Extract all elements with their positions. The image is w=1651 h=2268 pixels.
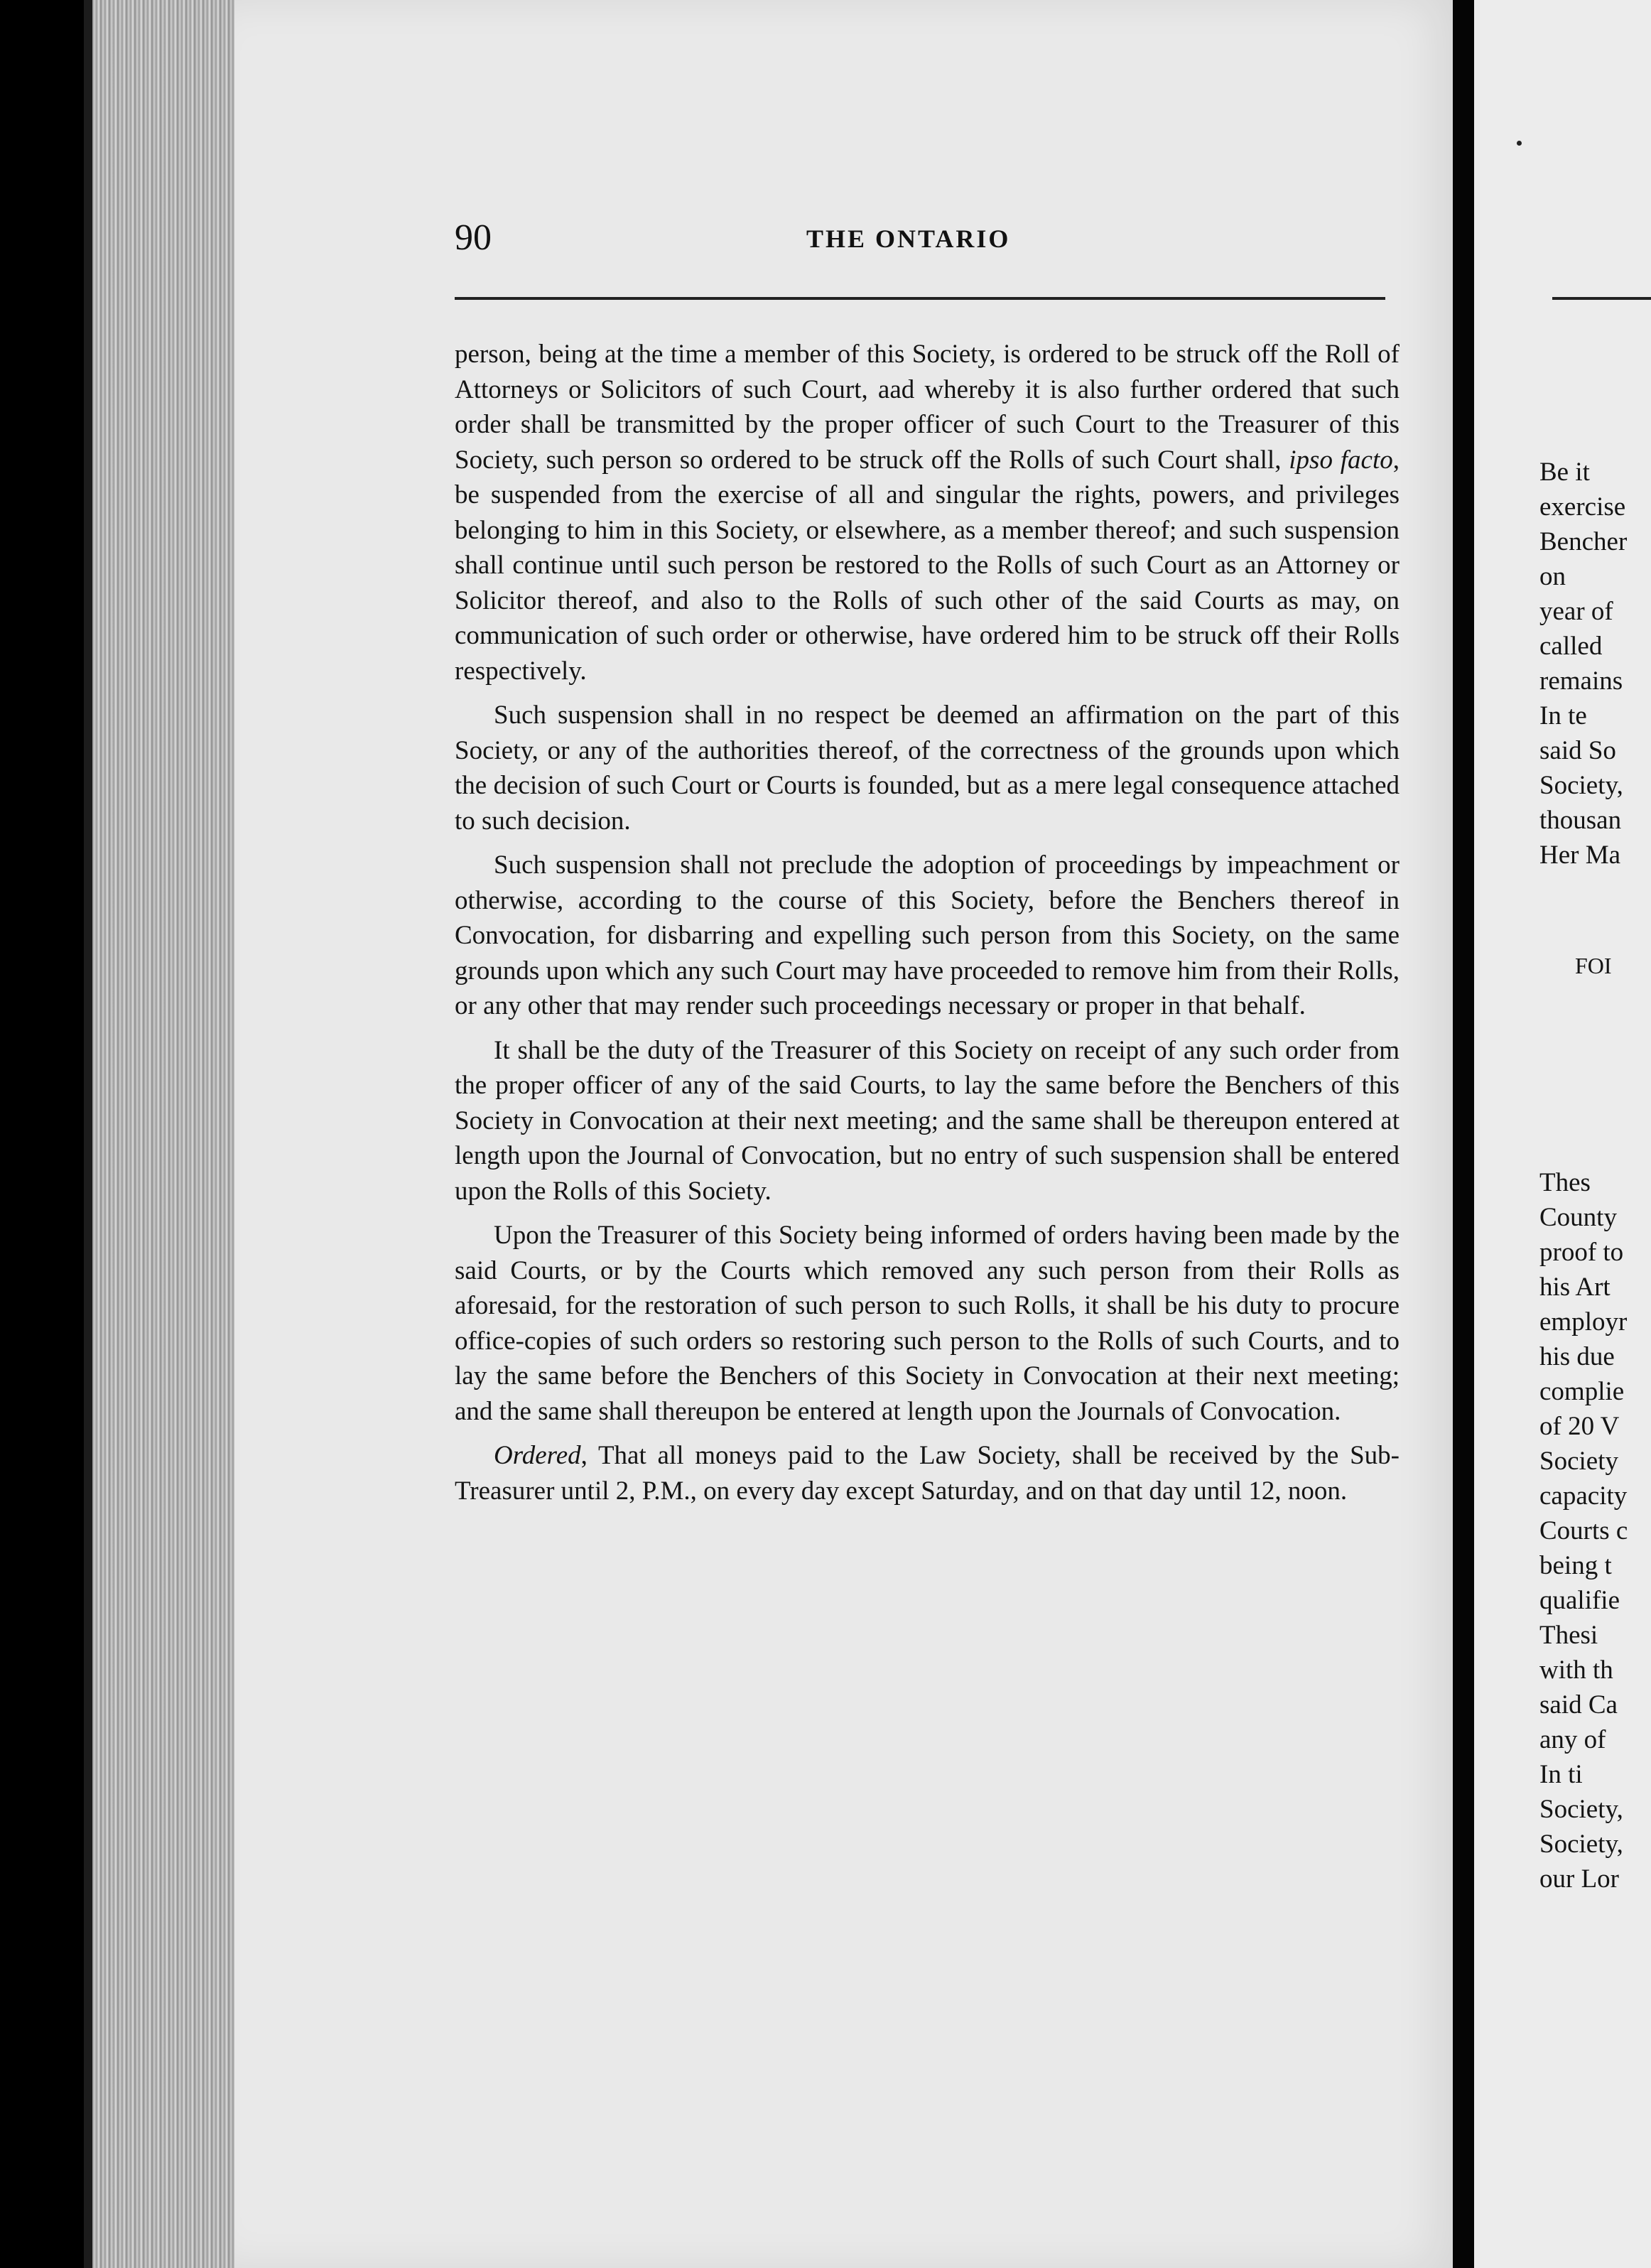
right-line: County xyxy=(1539,1203,1617,1232)
running-title: THE ONTARIO xyxy=(806,225,1011,253)
paragraph-1 xyxy=(455,337,1400,688)
ink-spot xyxy=(1517,141,1522,146)
right-line: any of xyxy=(1539,1725,1606,1754)
right-line: Society, xyxy=(1539,1830,1623,1859)
header-rule xyxy=(455,297,1385,300)
paragraph-5: Upon the Treasurer of this Society being informed of orders having been made by the said Courts, or by the Courts which removed any such person from their Rolls as aforesaid, for the restoration of such person to such Rolls, it shall be his duty to procure office-copies of such orders so restoring such person to the Rolls of such Courts, and to lay the same before the Benchers of this Society in Convocation at their next meeting; and the same shall thereupon be entered at length upon the Journals of Convocation. xyxy=(455,1221,1400,1426)
right-line: Bencher xyxy=(1539,527,1628,556)
paragraph-1-end: , be suspended from the exercise of all and singular the rights, powers, and privileges belonging to him in this Society, or elsewhere, as a member thereof; and such suspension shall continue until such person be restored to the Rolls of such Court as an Attorney or Solicitor thereof, and also to the Rolls of such other of the said Courts as may, on communication of such order or otherwise, have ordered him to be struck off their Rolls respectively. xyxy=(455,445,1400,686)
right-line: capacity xyxy=(1539,1481,1628,1511)
right-line: being t xyxy=(1539,1551,1612,1580)
right-line: proof to xyxy=(1539,1238,1624,1267)
paragraph-6-text: , That all moneys paid to the Law Society, shall be received by the Sub-Treasurer until 2, P.M., on every day except Saturday, and on that day until 12, noon. xyxy=(455,1441,1400,1506)
right-line: Thes xyxy=(1539,1168,1591,1197)
right-line: Her Ma xyxy=(1539,841,1621,870)
page-number: 90 xyxy=(455,217,492,258)
right-line: with th xyxy=(1539,1656,1613,1685)
book-gutter xyxy=(1453,0,1474,2268)
right-line: In ti xyxy=(1539,1760,1583,1789)
right-line: said So xyxy=(1539,736,1616,765)
right-line: Courts c xyxy=(1539,1516,1628,1545)
paragraph-2: Such suspension shall in no respect be deemed an affirmation on the part of this Society, or any of the authorities thereof, of the correctness of the grounds upon which the decision of such Court or Courts is founded, but as a mere legal consequence attached to such decision. xyxy=(455,701,1400,836)
right-page xyxy=(1474,0,1651,2268)
right-line: on xyxy=(1539,562,1566,591)
right-line: In te xyxy=(1539,701,1587,730)
paragraph-1-start: person, being at the time a member of this Society, is ordered to be struck off the Roll of Attorneys or Solicitors of such Court, aad whereby it is also further ordered that such order shall be transmitted by the proper officer of such Court to the Treasurer of this Society, such person so ordered to be struck off the Rolls of such Court shall, xyxy=(455,340,1400,475)
right-line: qualifie xyxy=(1539,1586,1620,1615)
running-head xyxy=(455,217,1392,259)
right-line: called xyxy=(1539,632,1603,661)
body-text xyxy=(455,337,1400,1518)
right-line: Thesi xyxy=(1539,1621,1598,1650)
right-line: Society xyxy=(1539,1447,1618,1476)
right-header-rule xyxy=(1552,297,1651,300)
paragraph-6 xyxy=(455,1438,1400,1508)
right-line: complie xyxy=(1539,1377,1625,1406)
right-line: exercise xyxy=(1539,492,1626,522)
right-line: Society, xyxy=(1539,1795,1623,1824)
right-line: said Ca xyxy=(1539,1690,1618,1719)
right-line: remains xyxy=(1539,666,1623,696)
right-line: our Lor xyxy=(1539,1864,1619,1894)
right-heading: FOI xyxy=(1575,953,1612,978)
right-line: year of xyxy=(1539,597,1613,626)
right-line: Society, xyxy=(1539,771,1623,800)
paragraph-3: Such suspension shall not preclude the adoption of proceedings by impeachment or otherwise, according to the course of this Society, before the Benchers thereof in Convocation, for disbarring and expelling such person from this Society, on the same grounds upon which any such Court may have proceeded to remove him from their Rolls, or any other that may render such proceedings necessary or proper in that behalf. xyxy=(455,850,1400,1020)
right-line: of 20 V xyxy=(1539,1412,1620,1441)
right-line: his Art xyxy=(1539,1273,1611,1302)
page-edges xyxy=(92,0,234,2268)
ordered-italic: Ordered xyxy=(494,1441,581,1470)
right-line: employr xyxy=(1539,1307,1628,1336)
paragraph-4: It shall be the duty of the Treasurer of this Society on receipt of any such order from the proper officer of any of the said Courts, to lay the same before the Benchers of this Society in Convocation at their next meeting; and the same shall be thereupon entered at length upon the Journal of Convocation, but no entry of such suspension shall be entered upon the Rolls of this Society. xyxy=(455,1035,1400,1206)
right-line: his due xyxy=(1539,1342,1615,1371)
right-line: Be it xyxy=(1539,458,1590,487)
italic-phrase: ipso facto xyxy=(1289,445,1393,475)
right-line: thousan xyxy=(1539,806,1622,835)
